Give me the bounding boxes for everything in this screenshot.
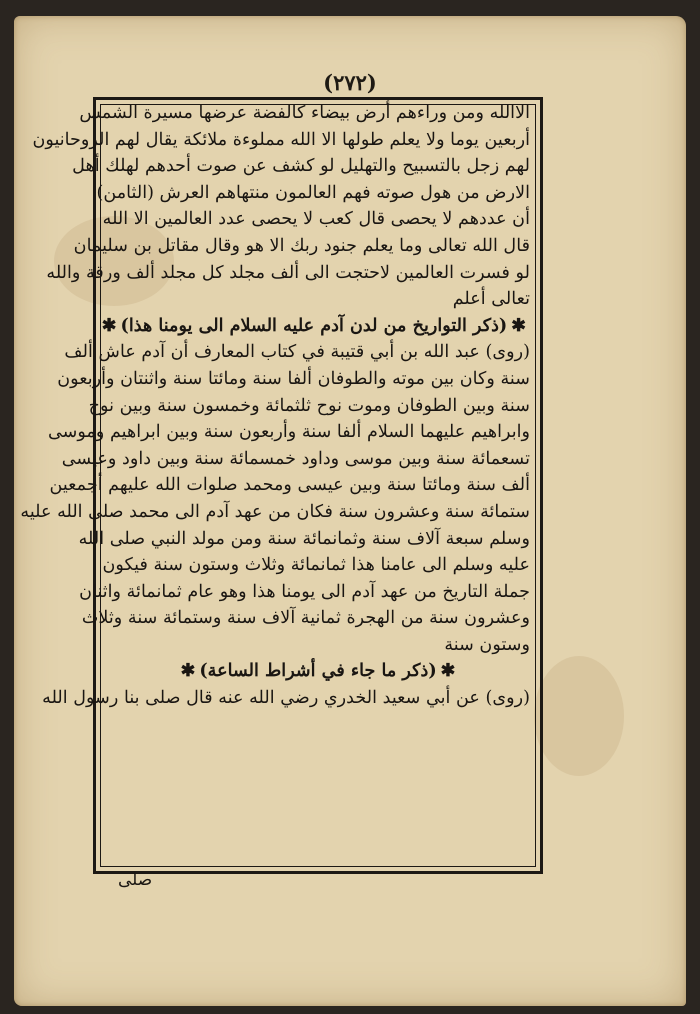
asterisk-icon: ✱ (511, 314, 526, 336)
text-line: تسعمائة سنة وبين موسى وداود خمسمائة سنة وبين داود وعيسى (61, 448, 530, 469)
main-text-block (20, 100, 530, 866)
text-line: قال الله تعالى وما يعلم جنود ربك الا هو وقال مقاتل بن سليمان (73, 235, 530, 256)
asterisk-icon: ✱ (440, 660, 456, 682)
text-line: سنة وكان بين موته والطوفان ألفا سنة ومائتا سنة واثنتان وأربعون (57, 368, 530, 389)
text-line: أن عددهم لا يحصى قال كعب لا يحصى عدد العالمين الا الله (102, 209, 530, 230)
catchword: صلى (118, 870, 153, 890)
heading-text: ذكر التواريخ من لدن آدم عليه السلام الى يومنا هذا (128, 314, 499, 336)
text-line: سنة وبين الطوفان وموت نوح ثلثمائة وخمسون سنة وبين نوح (88, 395, 530, 416)
text-line: الارض من هول صوته فهم العالمون منتهاهم العرش (الثامن) (96, 182, 530, 203)
paren: ) (199, 660, 208, 682)
text-line: عليه وسلم الى عامنا هذا ثمانمائة وثلاث وستون سنة فيكون (102, 555, 530, 576)
text-line: وسلم سبعة آلاف سنة وثمانمائة سنة ومن مولد النبي صلى الله (78, 528, 530, 549)
section-heading (106, 658, 530, 685)
page-number: (٢٧٢) (323, 70, 377, 95)
text-line: ألف سنة ومائتا سنة وبين عيسى ومحمد صلوات الله عليهم أجمعين (49, 475, 530, 496)
text-line: (روى) عبد الله بن أبي قتيبة في كتاب المعارف أن آدم عاش ألف (64, 342, 530, 363)
text-line: جملة التاريخ من عهد آدم الى يومنا هذا وهو عام ثمانمائة واثنان (79, 581, 530, 602)
paper-stain (534, 656, 624, 776)
text-line: وعشرون سنة من الهجرة ثمانية آلاف سنة وستمائة سنة وثلاث (81, 608, 530, 629)
text-line: الاالله ومن وراءهم أرض بيضاء كالفضة عرضها مسيرة الشمس (79, 103, 530, 123)
asterisk-icon: ✱ (101, 314, 117, 336)
text-line: وستون سنة (444, 634, 530, 655)
text-line: (روى) عن أبي سعيد الخدري رضي الله عنه قال صلى بنا رسول الله (42, 688, 530, 709)
text-line: ستمائة سنة وعشرون سنة فكان من عهد آدم الى محمد صلى الله عليه (20, 501, 530, 522)
text-line: وابراهيم عليهما السلام ألفا سنة وأربعون سنة وبين ابراهيم وموسى (47, 422, 530, 443)
paren: ( (428, 660, 437, 682)
paren: ( (498, 314, 508, 336)
text-line: لهم زجل بالتسبيح والتهليل لو كشف عن صوت أحدهم لهلك أهل (72, 156, 530, 177)
paren: ) (120, 314, 129, 336)
text-line: أربعين يوما ولا يعلم طولها الا الله مملوءة ملائكة يقال لهم الروحانيون (32, 129, 530, 150)
asterisk-icon: ✱ (180, 660, 196, 682)
section-heading (101, 313, 530, 340)
text-line: تعالى أعلم (452, 289, 530, 310)
heading-text: ذكر ما جاء في أشراط الساعة (207, 660, 429, 682)
text-line: لو فسرت العالمين لاحتجت الى ألف مجلد كل مجلد ألف ورقة والله (46, 262, 530, 283)
